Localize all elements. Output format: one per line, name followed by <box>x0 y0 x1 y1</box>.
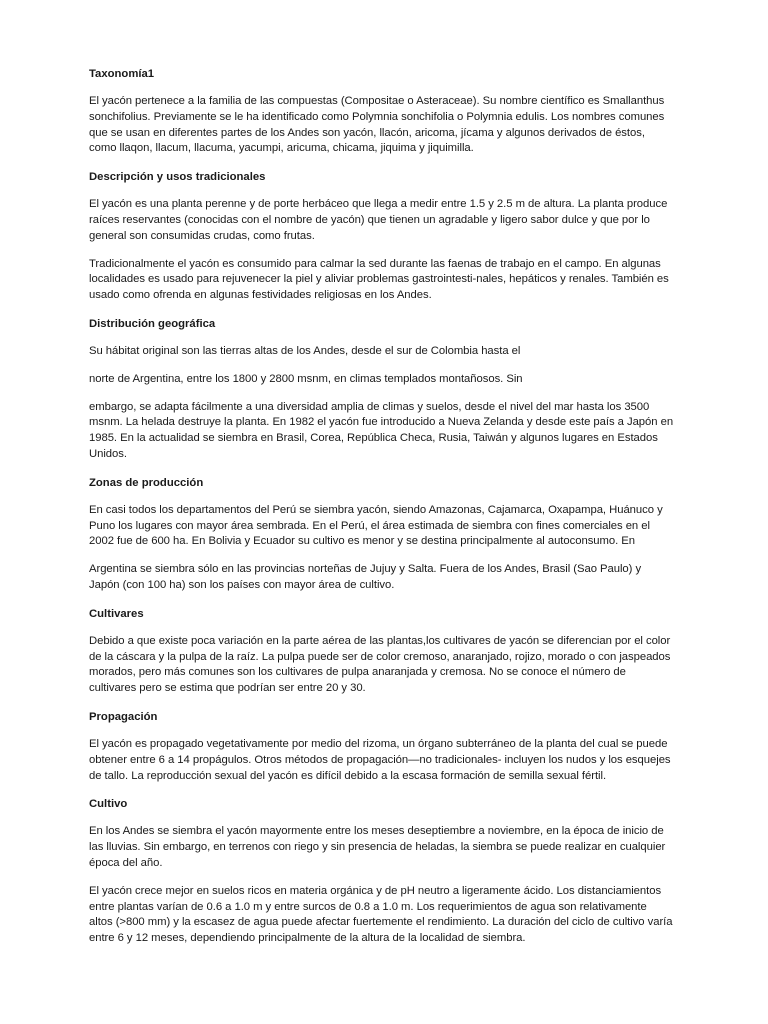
paragraph-line: Puno los lugares con mayor área sembrada. En el Perú, el área estimada de siembra con fines comerciales en el <box>89 519 650 532</box>
paragraph <box>89 344 689 360</box>
document-section <box>89 606 689 697</box>
paragraph-line: usado como ofrenda en algunas festividades religiosas en los Andes. <box>89 289 432 302</box>
paragraph <box>89 503 689 550</box>
paragraph <box>89 400 689 463</box>
section-heading: Distribución geográfica <box>89 317 216 330</box>
document-section <box>89 709 689 784</box>
document-section <box>89 66 689 157</box>
paragraph-line: En los Andes se siembra el yacón mayormente entre los meses deseptiembre a noviembre, en la época de inicio de <box>89 825 664 838</box>
paragraph-line: como llaqon, llacum, llacuma, yacumpi, aricuma, chicama, jiquima y jiquimilla. <box>89 142 474 155</box>
paragraph-line: En casi todos los departamentos del Perú se siembra yacón, siendo Amazonas, Cajamarca, Oxapampa, Huánuco y <box>89 503 663 516</box>
paragraph-line: sonchifolius. Previamente se le ha identificado como Polymnia sonchifolia o Polymnia edulis. Los nombres comunes <box>89 110 665 123</box>
paragraph-line: 2002 fue de 600 ha. En Bolivia y Ecuador su cultivo es menor y se destina principalmente al autoconsumo. En <box>89 535 636 548</box>
paragraph-line: Japón (con 100 ha) son los países con mayor área de cultivo. <box>89 578 395 591</box>
paragraph <box>89 884 689 947</box>
paragraph-line: entre plantas varían de 0.6 a 1.0 m y entre surcos de 0.8 a 1.0 m. Los requerimientos de agua son relativamente <box>89 900 647 913</box>
paragraph-line: altos (>800 mm) y la escasez de agua puede afectar fuertemente el rendimiento. La duración del ciclo de cultivo varía <box>89 916 673 929</box>
paragraph-line: Unidos. <box>89 447 127 460</box>
paragraph-line: raíces reservantes (conocidas con el nombre de yacón) que tienen un agradable y ligero sabor dulce y que por lo <box>89 213 650 226</box>
paragraph-line: El yacón crece mejor en suelos ricos en materia orgánica y de pH neutro a ligeramente ácido. Los distanciamientos <box>89 884 662 897</box>
section-heading: Zonas de producción <box>89 476 204 489</box>
paragraph-line: cultivares pero se estima que podrían ser entre 20 y 30. <box>89 682 366 695</box>
document-section <box>89 169 689 304</box>
document-section <box>89 475 689 594</box>
document-section <box>89 796 689 947</box>
paragraph-line: El yacón pertenece a la familia de las compuestas (Compositae o Asteraceae). Su nombre científico es Smallanthus <box>89 95 665 107</box>
paragraph-line: Su hábitat original son las tierras altas de los Andes, desde el sur de Colombia hasta el <box>89 344 521 357</box>
paragraph-line: general son consumidas crudas, como frutas. <box>89 229 315 242</box>
section-heading: Descripción y usos tradicionales <box>89 171 266 184</box>
document-body <box>89 66 689 959</box>
paragraph-line: época del año. <box>89 856 163 869</box>
paragraph <box>89 197 689 244</box>
paragraph-line: El yacón es propagado vegetativamente por medio del rizoma, un órgano subterráneo de la planta del cual se puede <box>89 737 668 750</box>
paragraph-line: Tradicionalmente el yacón es consumido para calmar la sed durante las faenas de trabajo en el campo. En algunas <box>89 257 661 270</box>
paragraph-line: localidades es usado para rejuvenecer la piel y aliviar problemas gastrointesti-nales, hepáticos y renales. También es <box>89 273 669 286</box>
section-heading: Taxonomía1 <box>89 68 155 80</box>
paragraph-line: Argentina se siembra sólo en las provincias norteñas de Jujuy y Salta. Fuera de los Andes, Brasil (Sao Paulo) y <box>89 563 642 576</box>
paragraph-line: El yacón es una planta perenne y de porte herbáceo que llega a medir entre 1.5 y 2.5 m de altura. La planta produce <box>89 198 668 211</box>
paragraph-line: norte de Argentina, entre los 1800 y 2800 msnm, en climas templados montañosos. Sin <box>89 372 523 385</box>
document-section <box>89 316 689 463</box>
paragraph <box>89 257 689 304</box>
paragraph-line: entre 6 y 12 meses, dependiendo principalmente de la altura de la localidad de siembra. <box>89 932 526 945</box>
paragraph-line: embargo, se adapta fácilmente a una diversidad amplia de climas y suelos, desde el nivel del mar hasta los 3500 <box>89 400 650 413</box>
section-heading: Propagación <box>89 710 158 723</box>
paragraph-line: de la cáscara y la pulpa de la raíz. La pulpa puede ser de color cremoso, anaranjado, rojizo, morado o con jaspeados <box>89 650 671 663</box>
paragraph <box>89 562 689 594</box>
paragraph <box>89 824 689 871</box>
paragraph <box>89 634 689 697</box>
section-heading: Cultivo <box>89 798 128 811</box>
section-heading: Cultivares <box>89 607 144 620</box>
paragraph-line: 1985. En la actualidad se siembra en Brasil, Corea, República Checa, Rusia, Taiwán y algunos lugares en Estados <box>89 432 658 445</box>
paragraph-line: las lluvias. Sin embargo, en terrenos con riego y sin presencia de heladas, la siembra se puede realizar en cualquier <box>89 841 666 854</box>
paragraph-line: de tallo. La reproducción sexual del yacón es difícil debido a la escasa formación de semilla sexual fértil. <box>89 769 607 782</box>
paragraph-line: Debido a que existe poca variación en la parte aérea de las plantas,los cultivares de yacón se diferencian por el color <box>89 634 671 647</box>
paragraph-line: obtener entre 6 a 14 propágulos. Otros métodos de propagación—no tradicionales- incluyen los nudos y los esquejes <box>89 753 671 766</box>
paragraph <box>89 94 689 157</box>
paragraph-line: que se usan en diferentes partes de los Andes son yacón, llacón, aricoma, jícama y algunos derivados de éstos, <box>89 126 645 139</box>
paragraph-line: msnm. La helada destruye la planta. En 1982 el yacón fue introducido a Nueva Zelanda y desde este país a Japón en <box>89 416 674 429</box>
paragraph-line: morados, pero más comunes son los cultivares de pulpa anaranjada y cremosa. No se conoce el número de <box>89 666 626 679</box>
paragraph <box>89 737 689 784</box>
paragraph <box>89 372 689 388</box>
